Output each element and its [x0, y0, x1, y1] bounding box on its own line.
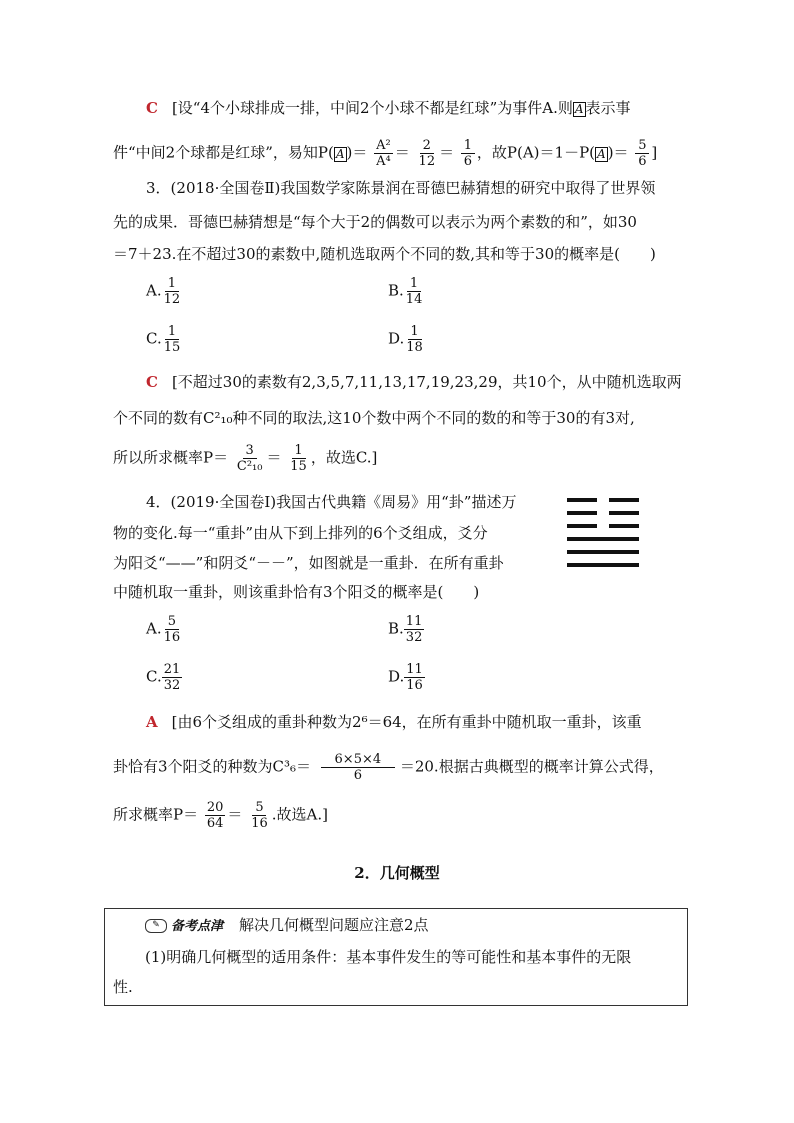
q3-option-d[interactable]: D. $\frac{1}{18}$	[388, 324, 423, 355]
answer-letter: C	[146, 99, 158, 117]
tip-box	[104, 908, 688, 1006]
q3-line1: 3．(2018·全国卷Ⅱ)我国数学家陈景润在哥德巴赫猜想的研究中取得了世界领	[146, 179, 656, 197]
q3-answer-line1: C [不超过30的素数有2,3,5,7,11,13,17,19,23,29，共10个，从中随机选取两	[146, 373, 682, 391]
answer-letter: C	[146, 373, 158, 391]
section-title: 2．几何概型	[354, 864, 440, 882]
fraction: $\frac{5}{6}$	[635, 138, 649, 169]
q4-line3: 为阳爻“——”和阴爻“－－”，如图就是一重卦．在所有重卦	[113, 554, 504, 572]
fraction: $\frac{1}{6}$	[461, 138, 475, 169]
fraction: $\frac{6\times 5\times 4}{6}$	[318, 752, 398, 783]
q3-option-c[interactable]: C. $\frac{1}{15}$	[146, 324, 181, 355]
fraction: $\frac{20}{64}$	[206, 800, 224, 831]
q3-answer-line2: 个不同的数有C²₁₀种不同的取法,这10个数中两个不同的数的和等于30的有3对,	[113, 409, 635, 427]
q4-line2: 物的变化.每一“重卦”由从下到上排列的6个爻组成，爻分	[113, 524, 488, 542]
fraction: $\frac{5}{16}$	[251, 800, 268, 831]
q4-answer-line1: A [由6个爻组成的重卦种数为2⁶＝64，在所有重卦中随机取一重卦，该重	[146, 713, 642, 731]
q3-option-a[interactable]: A. $\frac{1}{12}$	[146, 276, 181, 307]
q4-line1: 4．(2019·全国卷Ⅰ)我国古代典籍《周易》用“卦”描述万	[146, 493, 517, 511]
q4-option-b[interactable]: B. $\frac{11}{32}$	[388, 614, 423, 645]
boxed-a: A	[574, 102, 584, 116]
q4-option-c[interactable]: C. $\frac{21}{32}$	[146, 662, 181, 693]
tip-line1: (1)明确几何概型的适用条件：基本事件发生的等可能性和基本事件的无限	[145, 948, 632, 966]
fraction: $\frac{1}{15}$	[290, 443, 307, 474]
q3-line3: ＝7＋23.在不超过30的素数中,随机选取两个不同的数,其和等于30的概率是( )	[113, 245, 656, 263]
answer-letter: A	[146, 713, 158, 731]
q2-answer-line1: C [设“4个小球排成一排，中间2个小球不都是红球”为事件A.则 A 表示事	[146, 99, 631, 117]
q4-answer-line3: 所求概率P＝ $\frac{20}{64}$ ＝ $\frac{5}{16}$ .故选A.]	[113, 800, 328, 831]
q3-line2: 先的成果．哥德巴赫猜想是“每个大于2的偶数可以表示为两个素数的和”，如30	[113, 213, 637, 231]
fraction: $\frac{2}{12}$	[418, 138, 436, 169]
q3-answer-line3: 所以所求概率P＝ $\frac{3}{\text{C²₁₀}}$ ＝ $\frac{1}{15}$ ，故选C.]	[113, 443, 378, 474]
tip-tag: 备考点津	[171, 919, 224, 934]
tip-line2: 性.	[113, 978, 133, 996]
tip-heading-line	[145, 915, 429, 937]
tip-heading: 解决几何概型问题应注意2点	[239, 916, 429, 934]
book-icon: ✎	[145, 919, 167, 933]
q2-answer-line2: 件“中间2个球都是红球”，易知P( A )＝ $\frac{\text{A²}}{\text{A⁴}}$ ＝ $\frac{2}{12}$ ＝ $\frac{1}{6}$ ，故P(A)＝1－P( A )＝ $\frac{5}{6}$ ]	[113, 138, 658, 169]
fraction: $\frac{\text{A²}}{\text{A⁴}}$	[376, 138, 391, 169]
q4-line4: 中随机取一重卦，则该重卦恰有3个阳爻的概率是( )	[113, 583, 480, 601]
q3-option-b[interactable]: B. $\frac{1}{14}$	[388, 276, 423, 307]
q4-option-a[interactable]: A. $\frac{5}{16}$	[146, 614, 181, 645]
q4-option-d[interactable]: D. $\frac{11}{16}$	[388, 662, 423, 693]
hexagram-figure	[567, 498, 639, 568]
fraction: $\frac{3}{\text{C²₁₀}}$	[236, 443, 263, 474]
q4-answer-line2: 卦恰有3个阳爻的种数为C³₆＝ $\frac{6\times 5\times 4}{6}$ ＝20.根据古典概型的概率计算公式得，	[113, 752, 664, 783]
